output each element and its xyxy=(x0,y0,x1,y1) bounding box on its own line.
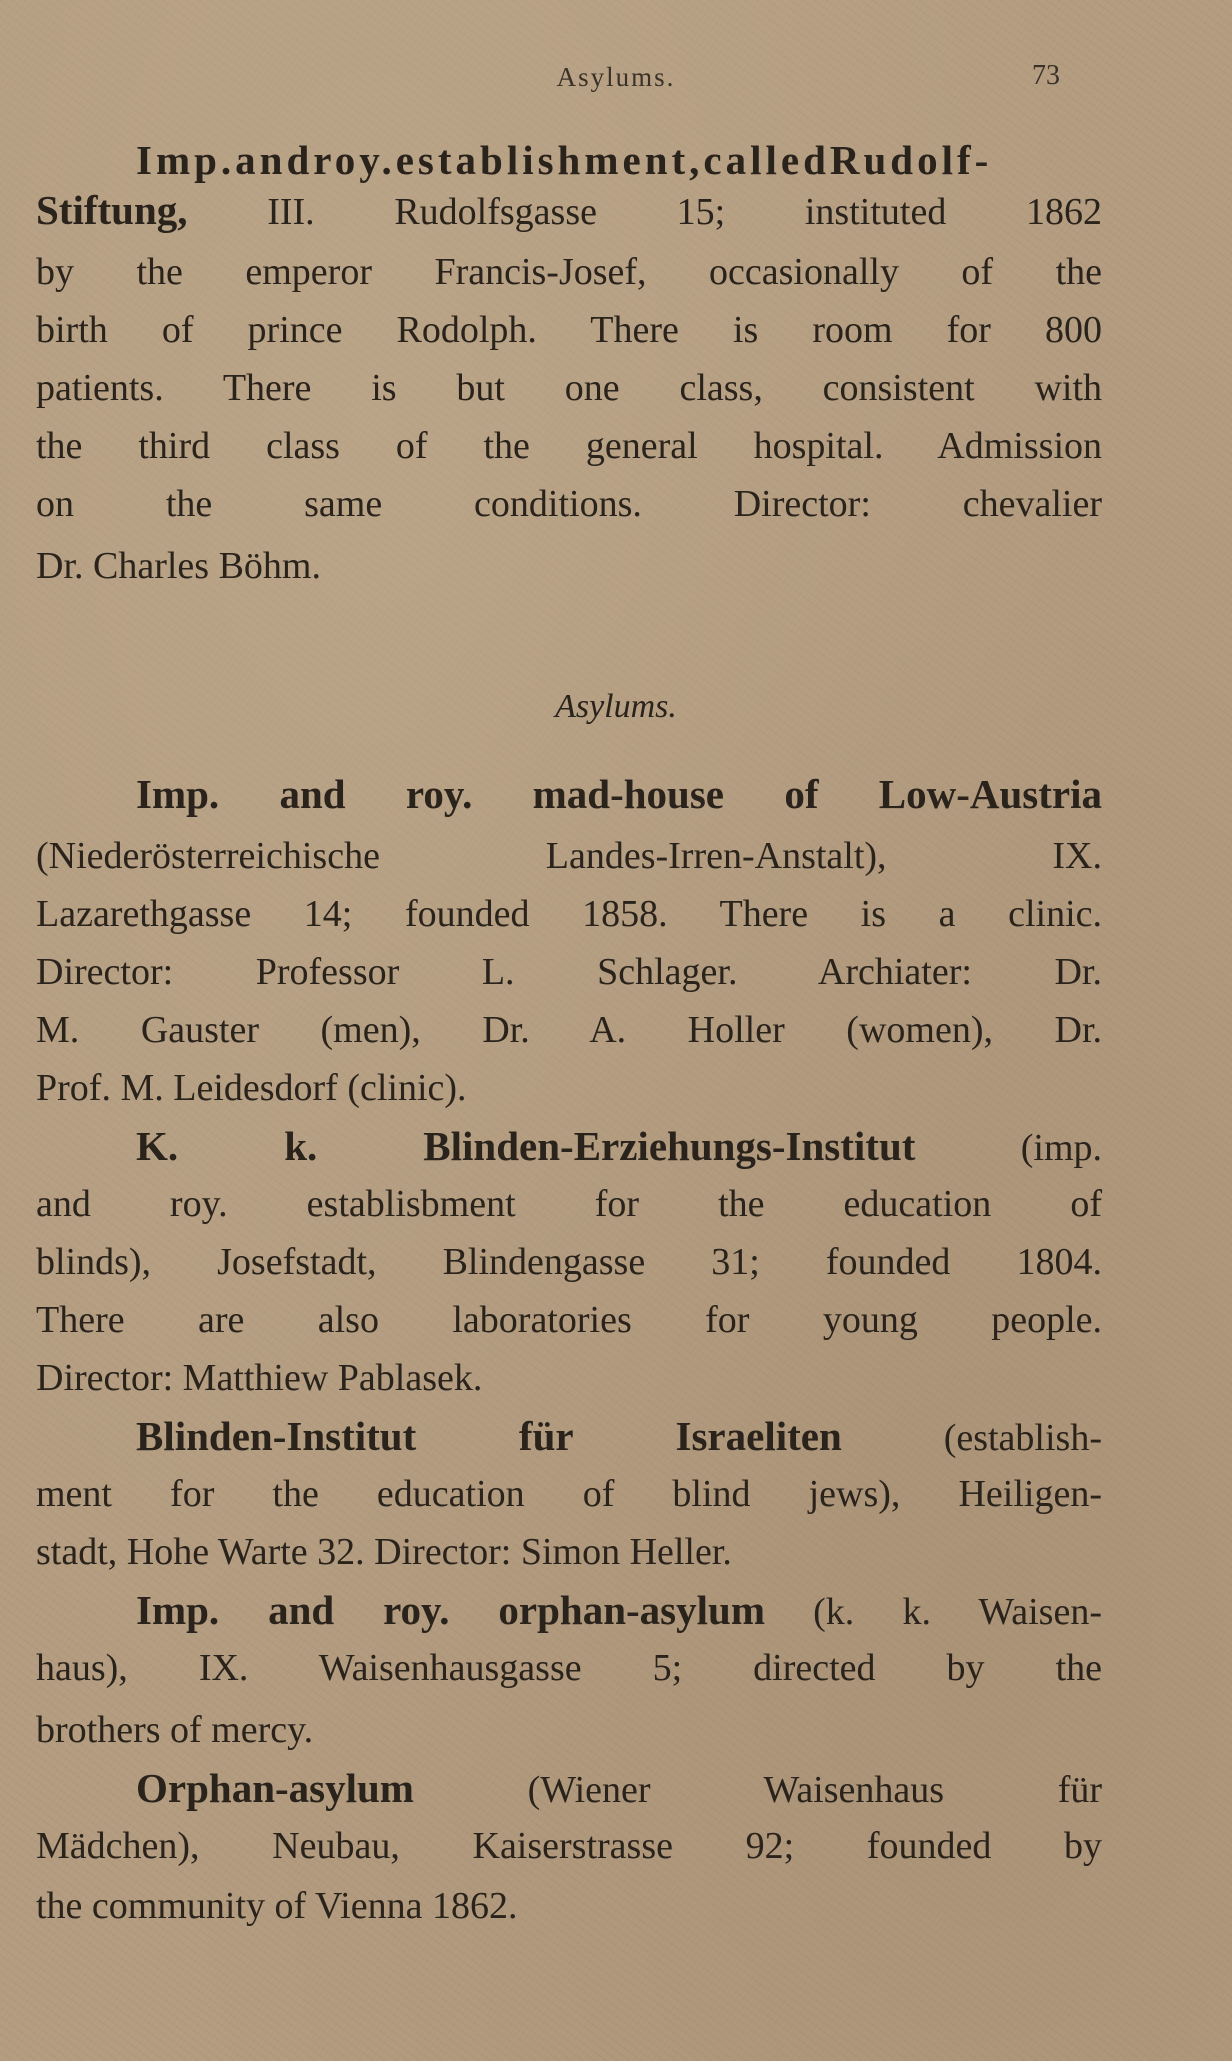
entry-heading: Imp. and roy. orphan-asylum xyxy=(136,1587,765,1633)
text-line xyxy=(36,772,1102,818)
text-line xyxy=(36,892,1102,936)
line-text: the third class of the general hospital. Admission xyxy=(36,425,1102,467)
line-text: and roy. establisbment for the education of xyxy=(36,1183,1102,1225)
text-line xyxy=(36,1708,1102,1752)
entry-heading: K. k. Blinden-Erziehungs-Institut xyxy=(136,1123,916,1169)
text-line xyxy=(36,1008,1102,1052)
page-number: 73 xyxy=(1032,60,1060,91)
text-line xyxy=(36,1588,1102,1634)
text-line xyxy=(36,1530,1102,1574)
running-header-title: Asylums. xyxy=(556,62,676,92)
text-line xyxy=(36,1182,1102,1226)
text-line xyxy=(36,1646,1102,1690)
line-text: There are also laboratories for young people. xyxy=(36,1299,1102,1341)
text-line xyxy=(36,482,1102,526)
line-text: Mädchen), Neubau, Kaiserstrasse 92; founded by xyxy=(36,1825,1102,1867)
text-line xyxy=(36,1298,1102,1342)
line-text: birth of prince Rodolph. There is room for 800 xyxy=(36,309,1102,351)
entry-heading: Stiftung, xyxy=(36,187,188,233)
text-line xyxy=(36,1884,1102,1928)
text-line xyxy=(36,424,1102,468)
line-text: III. Rudolfsgasse 15; instituted 1862 xyxy=(187,191,1102,233)
text-line xyxy=(36,1066,1102,1110)
line-text: brothers of mercy. xyxy=(36,1709,314,1751)
line-text: M. Gauster (men), Dr. A. Holler (women), Dr. xyxy=(36,1009,1102,1051)
line-text: (k. k. Waisen- xyxy=(765,1591,1102,1633)
text-line xyxy=(36,1766,1102,1812)
line-text: (imp. xyxy=(915,1127,1102,1169)
text-line xyxy=(36,1356,1102,1400)
line-text: (Niederösterreichische Landes-Irren-Anstalt), IX. xyxy=(36,835,1102,877)
text-line xyxy=(36,1240,1102,1284)
text-line xyxy=(36,366,1102,410)
text-line xyxy=(36,308,1102,352)
line-text: (Wiener Waisenhaus für xyxy=(413,1769,1102,1811)
line-text: the community of Vienna 1862. xyxy=(36,1885,518,1927)
text-line xyxy=(36,544,1102,588)
line-text: on the same conditions. Director: chevalier xyxy=(36,483,1102,525)
entry-heading: Imp. and roy. mad-house of Low-Austria xyxy=(136,771,1102,817)
line-text: Lazarethgasse 14; founded 1858. There is a clinic. xyxy=(36,893,1102,935)
text-line xyxy=(36,1124,1102,1170)
line-text: Director: Matthiew Pablasek. xyxy=(36,1357,483,1399)
line-text: patients. There is but one class, consistent with xyxy=(36,367,1102,409)
line-text: Dr. Charles Böhm. xyxy=(36,545,321,587)
text-line xyxy=(36,138,1102,184)
line-text: Director: Professor L. Schlager. Archiater: Dr. xyxy=(36,951,1102,993)
line-text: haus), IX. Waisenhausgasse 5; directed by the xyxy=(36,1647,1102,1689)
text-line xyxy=(36,1824,1102,1868)
line-text: Prof. M. Leidesdorf (clinic). xyxy=(36,1067,467,1109)
line-text: (establish- xyxy=(841,1417,1102,1459)
entry-heading: Orphan-asylum xyxy=(136,1765,414,1811)
entry-heading: Imp.androy.establishment,calledRudolf- xyxy=(136,137,993,183)
entry-heading: Blinden-Institut für Israeliten xyxy=(136,1413,842,1459)
line-text: by the emperor Francis-Josef, occasionally of the xyxy=(36,251,1102,293)
text-line xyxy=(36,188,1102,234)
section-title: Asylums. xyxy=(555,688,677,725)
text-line xyxy=(36,1414,1102,1460)
line-text: stadt, Hohe Warte 32. Director: Simon Heller. xyxy=(36,1531,732,1573)
text-line xyxy=(36,250,1102,294)
line-text: blinds), Josefstadt, Blindengasse 31; founded 1804. xyxy=(36,1241,1102,1283)
text-line xyxy=(36,834,1102,878)
text-line xyxy=(36,950,1102,994)
line-text: ment for the education of blind jews), Heiligen- xyxy=(36,1473,1102,1515)
text-line xyxy=(36,1472,1102,1516)
